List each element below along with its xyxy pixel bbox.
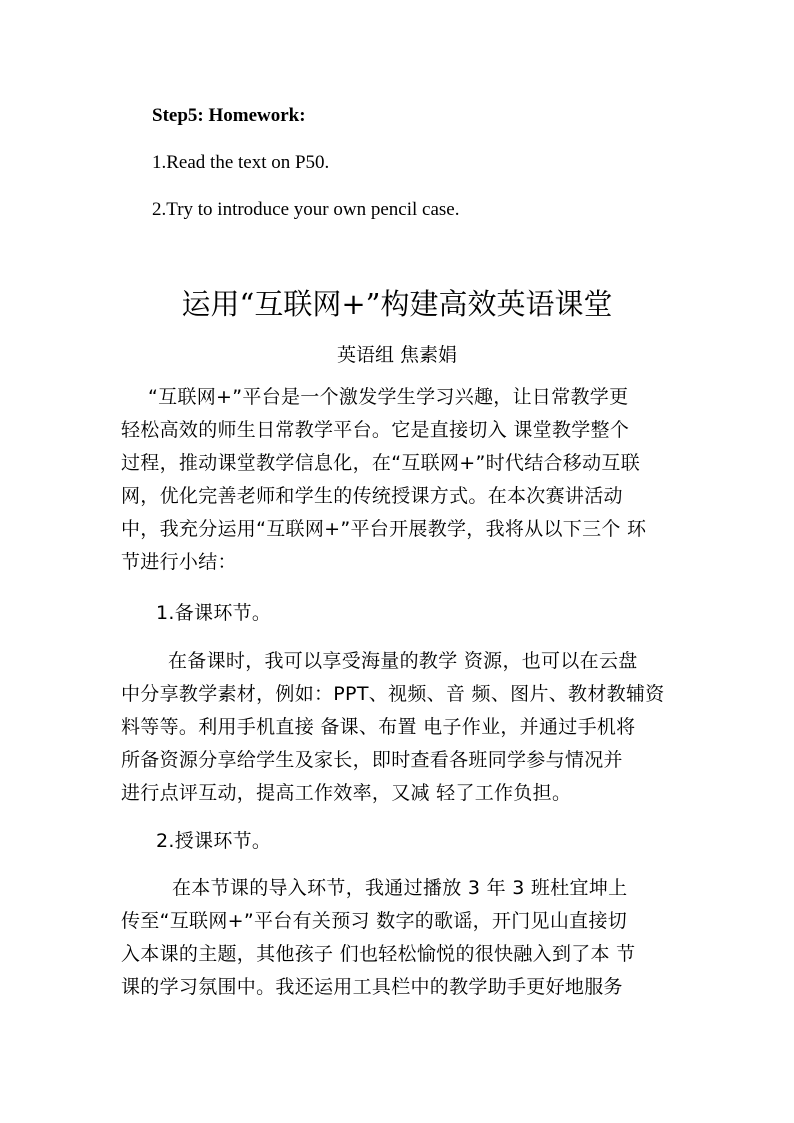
section-2-heading: 2.授课环节。 — [156, 830, 272, 852]
homework-heading: Step5: Homework: — [152, 105, 306, 126]
section-1-line: 所备资源分享给学生及家长，即时查看各班同学参与情况并 — [121, 749, 623, 771]
section-1-line: 进行点评互动，提高工作效率，又减 轻了工作负担。 — [121, 782, 572, 804]
section-1-line: 中分享教学素材，例如：PPT、视频、音 频、图片、教材教辅资 — [121, 683, 665, 705]
section-2-line: 在本节课的导入环节，我通过播放 3 年 3 班杜宜坤上 — [172, 877, 628, 899]
section-2-line: 入本课的主题，其他孩子 们也轻松愉悦的很快融入到了本 节 — [121, 943, 636, 965]
section-1-line: 在备课时，我可以享受海量的教学 资源，也可以在云盘 — [168, 650, 638, 672]
intro-line: 节进行小结： — [121, 551, 237, 573]
section-1-line: 料等等。利用手机直接 备课、布置 电子作业，并通过手机将 — [121, 716, 636, 738]
intro-line: “互联网+”平台是一个激发学生学习兴趣，让日常教学更 — [148, 386, 629, 408]
section-2-line: 课的学习氛围中。我还运用工具栏中的教学助手更好地服务 — [121, 976, 623, 998]
intro-line: 网，优化完善老师和学生的传统授课方式。在本次赛讲活动 — [121, 485, 623, 507]
section-2-line: 传至“互联网+”平台有关预习 数字的歌谣，开门见山直接切 — [121, 910, 628, 932]
article-title: 运用“互联网+”构建高效英语课堂 — [181, 287, 613, 321]
intro-line: 中，我充分运用“互联网+”平台开展教学，我将从以下三个 环 — [121, 518, 647, 540]
intro-line: 轻松高效的师生日常教学平台。它是直接切入 课堂教学整个 — [121, 419, 630, 441]
article-author: 英语组 焦素娟 — [336, 344, 458, 366]
intro-line: 过程，推动课堂教学信息化，在“互联网+”时代结合移动互联 — [121, 452, 641, 474]
section-1-heading: 1.备课环节。 — [156, 602, 272, 624]
homework-item-2: 2.Try to introduce your own pencil case. — [152, 199, 460, 220]
homework-item-1: 1.Read the text on P50. — [152, 152, 330, 173]
